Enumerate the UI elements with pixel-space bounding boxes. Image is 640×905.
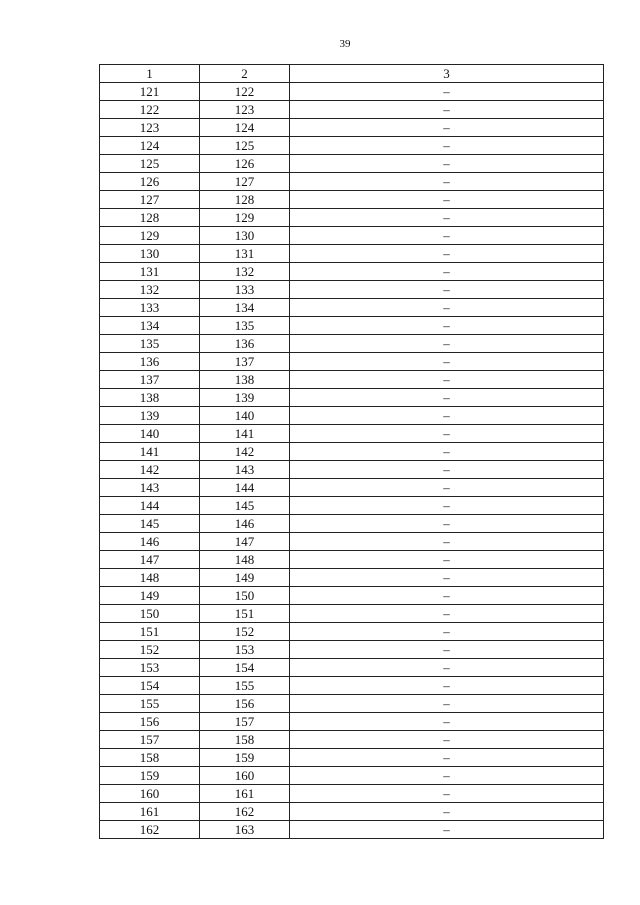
table-cell-col-3: – [290,551,604,569]
table-cell-col-1: 131 [100,263,200,281]
table-cell-col-2: 152 [200,623,290,641]
table-cell-col-3: – [290,407,604,425]
table-cell-col-2: 141 [200,425,290,443]
table-cell-col-3: – [290,101,604,119]
table-cell-col-1: 138 [100,389,200,407]
table-cell-col-1: 142 [100,461,200,479]
table-cell-col-2: 153 [200,641,290,659]
table-row [100,569,604,587]
table-cell-col-2: 155 [200,677,290,695]
table-row [100,605,604,623]
table-cell-col-1: 149 [100,587,200,605]
table-cell-col-2: 163 [200,821,290,839]
table-row [100,623,604,641]
table-cell-col-1: 155 [100,695,200,713]
table-row [100,785,604,803]
table-cell-col-2: 158 [200,731,290,749]
column-header-3: 3 [290,65,604,83]
table-row [100,641,604,659]
table-row [100,533,604,551]
table-cell-col-1: 139 [100,407,200,425]
table-row [100,317,604,335]
table-row [100,425,604,443]
table-cell-col-2: 138 [200,371,290,389]
table-cell-col-1: 159 [100,767,200,785]
table-row [100,101,604,119]
table-row [100,137,604,155]
table-cell-col-2: 132 [200,263,290,281]
table-cell-col-2: 162 [200,803,290,821]
table-cell-col-3: – [290,173,604,191]
table-cell-col-3: – [290,317,604,335]
table-cell-col-1: 152 [100,641,200,659]
table-cell-col-3: – [290,623,604,641]
table-cell-col-2: 128 [200,191,290,209]
table-cell-col-2: 154 [200,659,290,677]
table-row [100,227,604,245]
table-cell-col-3: – [290,191,604,209]
table-cell-col-1: 141 [100,443,200,461]
table-cell-col-3: – [290,569,604,587]
table-cell-col-3: – [290,731,604,749]
table-cell-col-1: 145 [100,515,200,533]
table-cell-col-1: 150 [100,605,200,623]
table-cell-col-3: – [290,515,604,533]
table-cell-col-1: 160 [100,785,200,803]
table-cell-col-1: 134 [100,317,200,335]
table-cell-col-3: – [290,353,604,371]
table-cell-col-1: 126 [100,173,200,191]
table-cell-col-3: – [290,749,604,767]
table-cell-col-2: 161 [200,785,290,803]
table-cell-col-3: – [290,425,604,443]
table-cell-col-1: 136 [100,353,200,371]
table-row [100,731,604,749]
column-header-1: 1 [100,65,200,83]
table-cell-col-1: 132 [100,281,200,299]
table-cell-col-3: – [290,821,604,839]
table-row [100,173,604,191]
table-cell-col-1: 148 [100,569,200,587]
table-cell-col-3: – [290,281,604,299]
table-row [100,119,604,137]
table-cell-col-3: – [290,389,604,407]
table-row [100,83,604,101]
table-cell-col-1: 133 [100,299,200,317]
table-cell-col-3: – [290,371,604,389]
table-cell-col-3: – [290,479,604,497]
table-cell-col-2: 130 [200,227,290,245]
table-row [100,443,604,461]
table-cell-col-1: 161 [100,803,200,821]
table-cell-col-3: – [290,245,604,263]
table-cell-col-3: – [290,263,604,281]
table-cell-col-2: 149 [200,569,290,587]
table-row [100,335,604,353]
table-cell-col-2: 137 [200,353,290,371]
table-cell-col-1: 162 [100,821,200,839]
table-header [100,65,604,83]
data-table [99,64,604,839]
table-cell-col-1: 129 [100,227,200,245]
table-cell-col-2: 159 [200,749,290,767]
table-cell-col-2: 147 [200,533,290,551]
table-cell-col-3: – [290,137,604,155]
table-cell-col-2: 140 [200,407,290,425]
table-row [100,479,604,497]
table-cell-col-2: 127 [200,173,290,191]
table-row [100,371,604,389]
table-cell-col-2: 150 [200,587,290,605]
table-cell-col-2: 125 [200,137,290,155]
table-cell-col-1: 130 [100,245,200,263]
header-row [100,65,604,83]
table-cell-col-3: – [290,299,604,317]
table-row [100,713,604,731]
table-cell-col-3: – [290,461,604,479]
table-cell-col-1: 147 [100,551,200,569]
table-cell-col-3: – [290,533,604,551]
table-row [100,803,604,821]
page-number: 39 [339,38,351,50]
table-row [100,353,604,371]
table-cell-col-2: 148 [200,551,290,569]
table-cell-col-3: – [290,443,604,461]
table-cell-col-1: 153 [100,659,200,677]
table-row [100,461,604,479]
table-cell-col-1: 154 [100,677,200,695]
table-cell-col-3: – [290,605,604,623]
table-row [100,245,604,263]
table-cell-col-3: – [290,767,604,785]
table-cell-col-2: 139 [200,389,290,407]
table-row [100,155,604,173]
table-body [100,83,604,839]
table-cell-col-1: 122 [100,101,200,119]
table-cell-col-3: – [290,83,604,101]
table-row [100,659,604,677]
table-cell-col-3: – [290,713,604,731]
table-row [100,551,604,569]
table-cell-col-3: – [290,155,604,173]
table-cell-col-1: 146 [100,533,200,551]
table-row [100,263,604,281]
table-row [100,389,604,407]
table-cell-col-3: – [290,785,604,803]
table-cell-col-1: 121 [100,83,200,101]
table-cell-col-2: 156 [200,695,290,713]
table-cell-col-3: – [290,497,604,515]
table-cell-col-2: 123 [200,101,290,119]
table-cell-col-2: 143 [200,461,290,479]
table-cell-col-1: 124 [100,137,200,155]
table-cell-col-2: 124 [200,119,290,137]
table-cell-col-3: – [290,803,604,821]
table-cell-col-2: 135 [200,317,290,335]
table-cell-col-2: 126 [200,155,290,173]
table-cell-col-1: 135 [100,335,200,353]
table-cell-col-3: – [290,587,604,605]
table-row [100,821,604,839]
table-cell-col-3: – [290,677,604,695]
table-row [100,299,604,317]
table-row [100,695,604,713]
table-cell-col-2: 122 [200,83,290,101]
table-cell-col-2: 136 [200,335,290,353]
table-row [100,515,604,533]
table-row [100,281,604,299]
table-cell-col-2: 157 [200,713,290,731]
table-cell-col-2: 129 [200,209,290,227]
table-row [100,191,604,209]
table-cell-col-2: 131 [200,245,290,263]
table-row [100,209,604,227]
table-cell-col-1: 144 [100,497,200,515]
table-row [100,587,604,605]
table-cell-col-1: 143 [100,479,200,497]
table-cell-col-1: 123 [100,119,200,137]
table-cell-col-2: 145 [200,497,290,515]
table-cell-col-1: 157 [100,731,200,749]
table-row [100,407,604,425]
table-cell-col-1: 156 [100,713,200,731]
table-cell-col-1: 158 [100,749,200,767]
table-cell-col-3: – [290,227,604,245]
table-cell-col-2: 160 [200,767,290,785]
table-cell-col-1: 128 [100,209,200,227]
table-cell-col-3: – [290,659,604,677]
table-cell-col-1: 125 [100,155,200,173]
table-row [100,749,604,767]
table-cell-col-1: 137 [100,371,200,389]
table-cell-col-2: 144 [200,479,290,497]
table-cell-col-2: 142 [200,443,290,461]
table-cell-col-1: 140 [100,425,200,443]
table-row [100,767,604,785]
table-cell-col-3: – [290,119,604,137]
table-cell-col-2: 133 [200,281,290,299]
table-row [100,677,604,695]
table-cell-col-2: 146 [200,515,290,533]
table-cell-col-2: 151 [200,605,290,623]
table-cell-col-3: – [290,209,604,227]
table-cell-col-3: – [290,695,604,713]
column-header-2: 2 [200,65,290,83]
table-cell-col-1: 151 [100,623,200,641]
table-cell-col-2: 134 [200,299,290,317]
table-cell-col-3: – [290,641,604,659]
table-cell-col-1: 127 [100,191,200,209]
table-row [100,497,604,515]
table-cell-col-3: – [290,335,604,353]
